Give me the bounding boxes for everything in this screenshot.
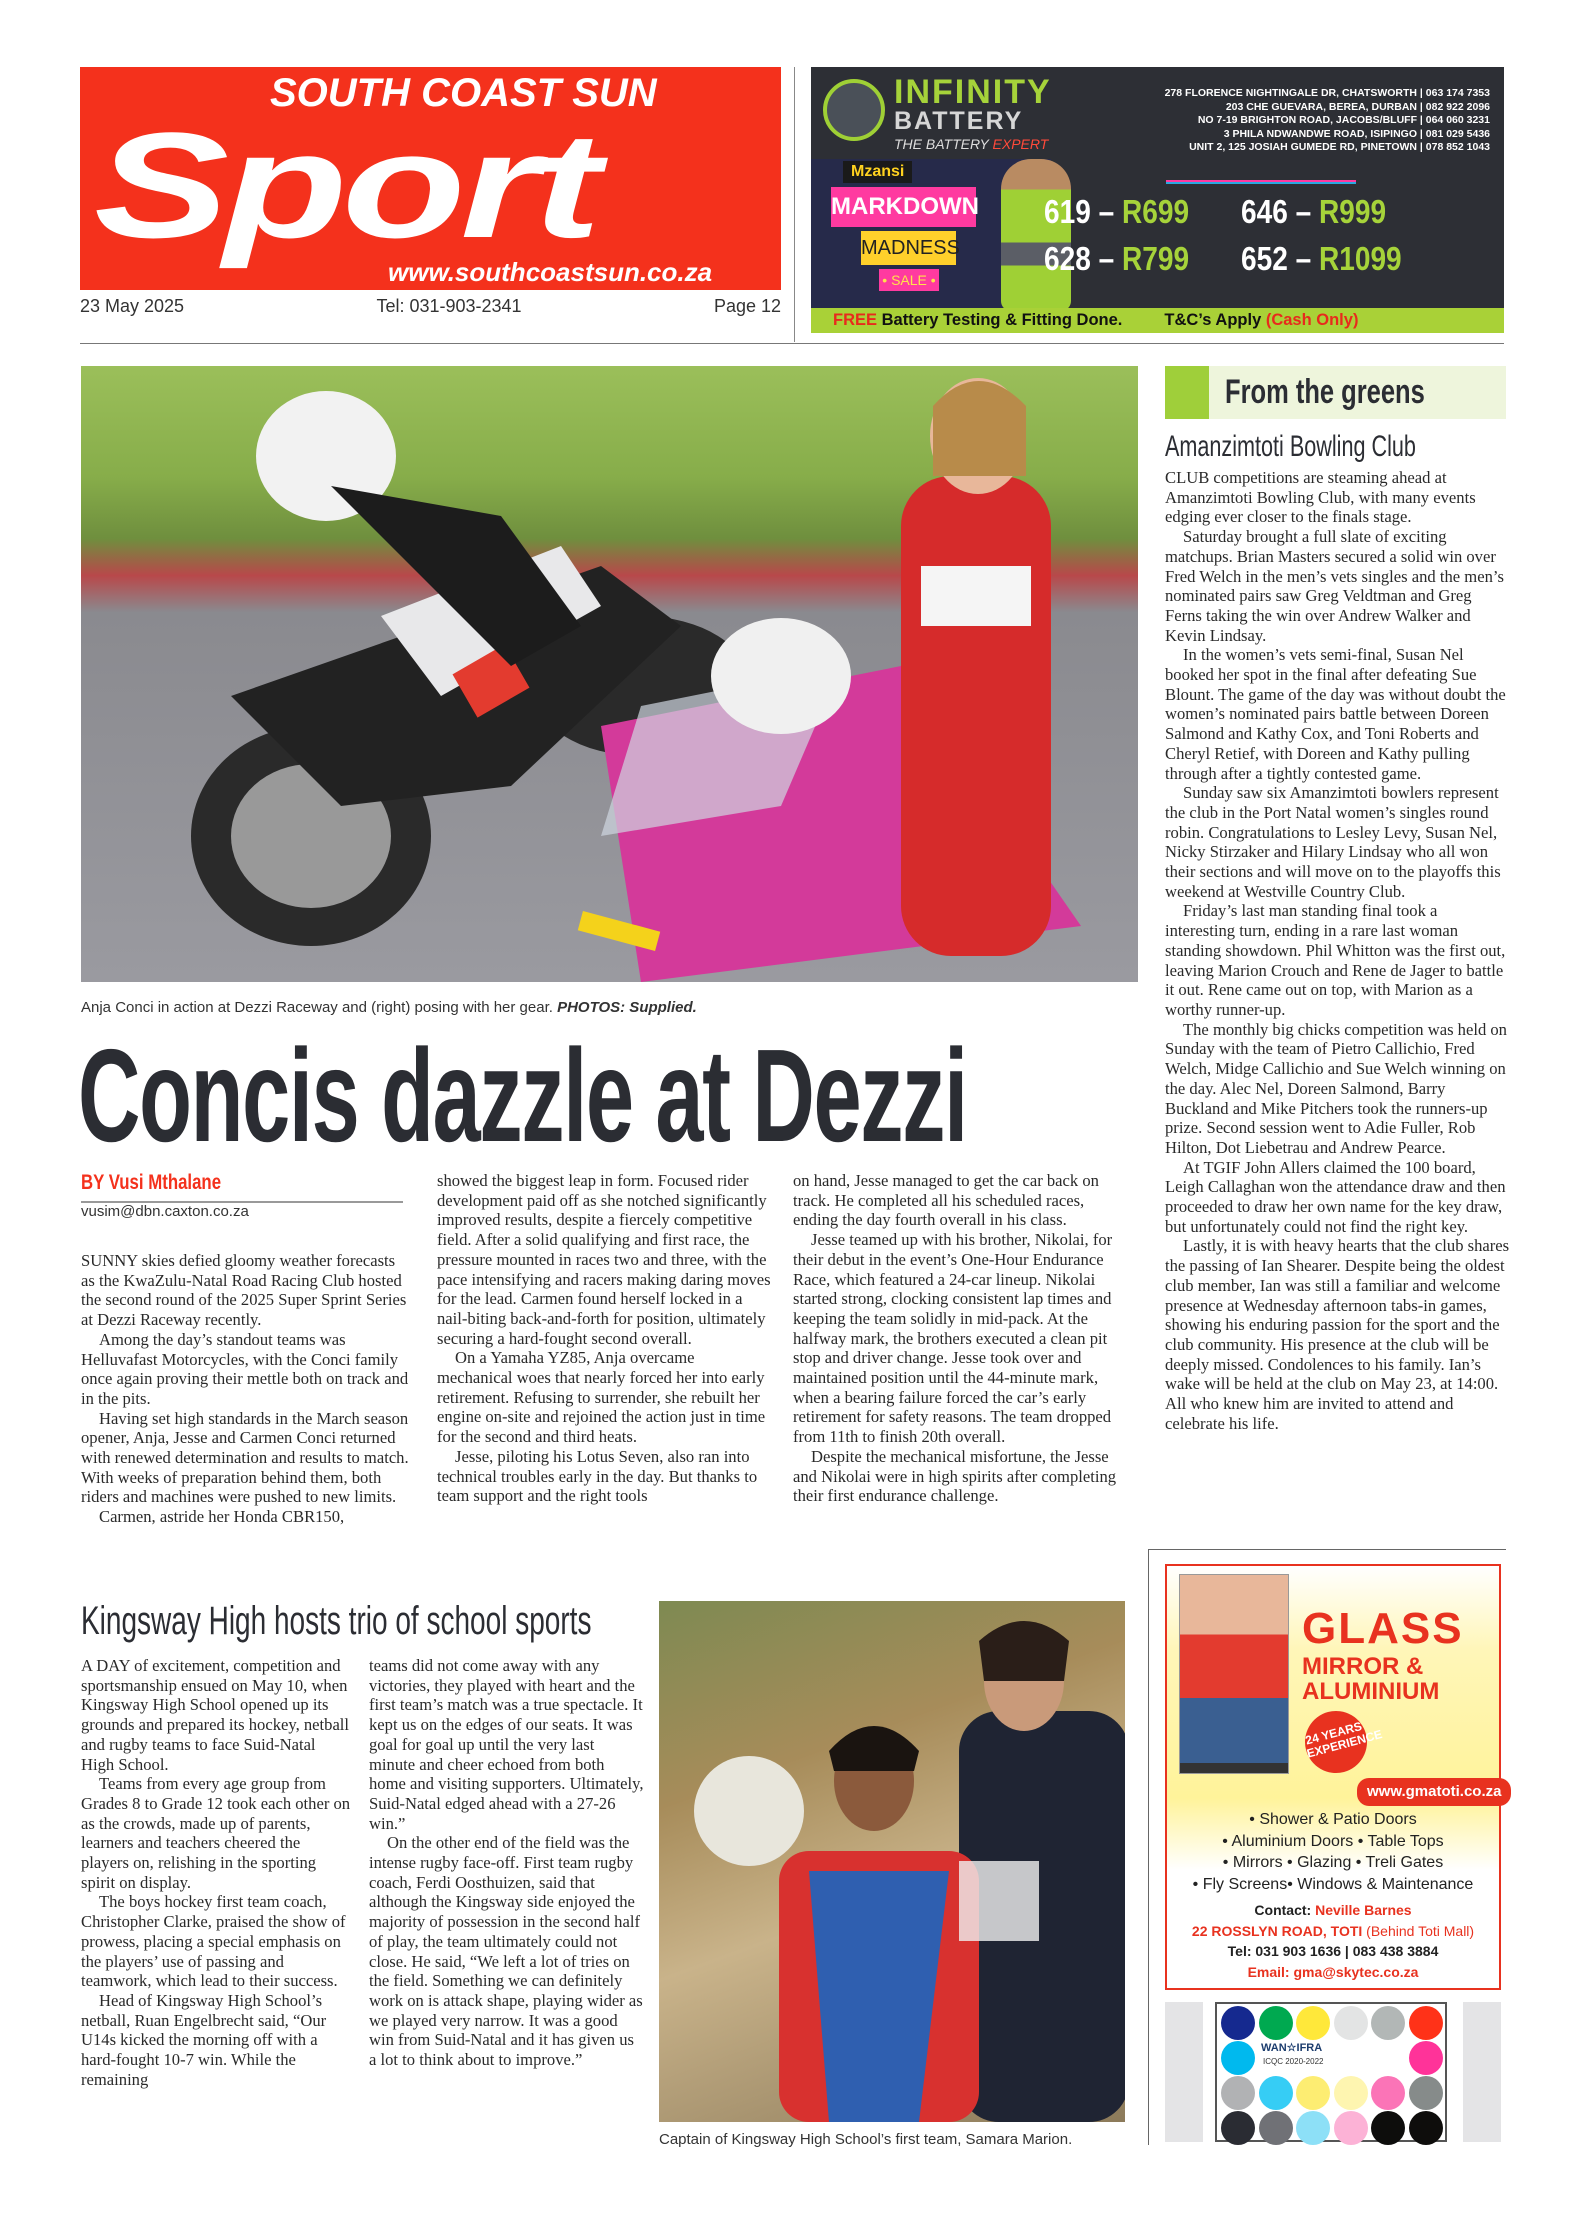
photo-credit: PHOTOS: Supplied.	[557, 999, 697, 1016]
services-list	[1167, 1809, 1499, 1895]
article-column-3	[793, 1171, 1129, 1506]
experience-badge: 24 YEARS EXPERIENCE	[1298, 1704, 1374, 1780]
motorcycle-illustration	[81, 366, 1138, 982]
greens-column	[1165, 468, 1510, 1433]
address-line: UNIT 2, 125 JOSIAH GUMEDE RD, PINETOWN | 078 852 1043	[1189, 141, 1490, 153]
service-item: • Aluminium Doors • Table Tops	[1222, 1832, 1444, 1850]
paragraph: teams did not come away with any victories, they played with heart and the first team’s match was a true spectacle. It kept us on the edges of our seats. It was goal for goal up until the very last minute and cheer echoed from both home and visiting supporters. Ultimately, Suid-Natal edged ahead with a 27-26 win.”	[369, 1656, 644, 1833]
kingsway-column-2	[369, 1656, 644, 2070]
service-item: • Shower & Patio Doors	[1249, 1811, 1417, 1828]
promo-sale: • SALE •	[879, 269, 939, 291]
superhero-mascot-icon	[1001, 159, 1071, 311]
paragraph: On a Yamaha YZ85, Anja overcame mechanical woes that nearly forced her into early retirement. Refusing to surrender, she rebuilt her engine on-site and rejoined the action just in time for the second and third heats.	[437, 1348, 766, 1447]
color-swatch	[1221, 2111, 1255, 2145]
glass-mirror-aluminium-ad[interactable]	[1165, 1564, 1501, 1990]
section-header-greens	[1165, 366, 1506, 419]
color-swatch	[1409, 2041, 1443, 2075]
color-swatch	[1221, 2041, 1255, 2075]
netball-players-illustration	[659, 1601, 1125, 2122]
paragraph: SUNNY skies defied gloomy weather forecasts as the KwaZulu-Natal Road Racing Club hosted the second round of the 2025 Super Sprint Series at Dezzi Raceway recently.	[81, 1251, 407, 1330]
author-name: BY Vusi Mthalane	[81, 1171, 222, 1194]
paragraph: Sunday saw six Amanzimtoti bowlers represent the club in the Port Natal women’s singles round robin. Congratulations to Lesley Levy, Susan Nel, Nicky Stirzaker and Hilary Lindsay who all won their sections and will move on to the playoffs this weekend at Westville Country Club.	[1165, 783, 1501, 901]
address-line: 203 CHE GUEVARA, BEREA, DURBAN | 082 922 2096	[1225, 100, 1490, 113]
color-swatch	[1259, 2111, 1293, 2145]
price-item	[1044, 242, 1189, 275]
ad-phone: Tel: 031 903 1636 | 083 438 3884	[1227, 1943, 1439, 1959]
color-swatch	[1334, 2111, 1368, 2145]
green-square-icon	[1165, 366, 1209, 419]
ad-website[interactable]: www.gmatoti.co.za	[1357, 1778, 1511, 1806]
tagline-part: THE BATTERY	[894, 136, 993, 152]
paragraph: Head of Kingsway High School’s netball, Ruan Engelbrecht said, “Our U14s kicked the morning off with a hard-fought 10-7 win. While the remaining	[81, 1990, 327, 2089]
battery-model: 628 –	[1044, 240, 1122, 277]
page-number: Page 12	[713, 296, 781, 316]
promo-markdown: MARKDOWN	[831, 187, 976, 227]
battery-price: R999	[1318, 193, 1387, 230]
paragraph: Jesse teamed up with his brother, Nikolai, for their debut in the event’s One-Hour Endurance Race, which featured a 24-car lineup. Nikolai started strong, clocking consistent lap times and keeping the team solidly in mid-pack. At the halfway mark, the brothers executed a clean pit stop and driver change. Jesse took over and maintained position until the 44-minute mark, when a bearing failure forced the car’s early retirement for safety reasons. The team dropped from 11th to finish 20th overall.	[793, 1230, 1113, 1447]
grey-strip	[1165, 2002, 1203, 2142]
decorative-stripe	[1166, 180, 1356, 184]
wan-ifra-logo: WAN☆IFRA	[1261, 2042, 1323, 2054]
battery-model: 619 –	[1044, 193, 1122, 230]
color-test-card	[1215, 2002, 1447, 2142]
color-swatch	[1259, 2076, 1293, 2110]
address-line: 278 FLORENCE NIGHTINGALE DR, CHATSWORTH | 063 174 7353	[1164, 87, 1490, 99]
color-swatch	[1296, 2111, 1330, 2145]
tagline-expert: EXPERT	[992, 136, 1049, 152]
phone-number: Tel: 031-903-2341	[376, 296, 522, 316]
racing-photo	[81, 366, 1138, 982]
article-column-1	[81, 1251, 411, 1527]
color-swatch	[1371, 2076, 1405, 2110]
paragraph: Teams from every age group from Grades 8 to Grade 12 took each other on as the crowds, made up of parents, learners and teachers cheered the players on, relishing in the sporting spirit on display.	[81, 1774, 351, 1892]
header-divider	[794, 67, 795, 342]
caption-text: Anja Conci in action at Dezzi Raceway and (right) posing with her gear.	[81, 999, 558, 1016]
paragraph: On the other end of the field was the intense rugby face-off. First team rugby coach, Ferdi Oosthuizen, said that although the Kingsway side enjoyed the majority of possession in the second half of play, the team ultimately could not close. He said, “We left a lot of tries on the field. Something we can definitely work on is attack shape, playing wider as we played very narrow. It was a good win from Suid-Natal and it has given us a lot to think about to improve.”	[369, 1833, 643, 2070]
color-swatch	[1371, 2006, 1405, 2040]
kingsway-photo-caption: Captain of Kingsway High School’s first team, Samara Marion.	[659, 2131, 1073, 2148]
color-swatch	[1259, 2006, 1293, 2040]
issue-date: 23 May 2025	[80, 296, 185, 316]
color-swatch	[1334, 2006, 1368, 2040]
paragraph: Saturday brought a full slate of exciting matchups. Brian Masters secured a solid win over Fred Welch in the men’s vets singles and the men’s nominated pairs saw Greg Veldtman and Greg Ferns taking the win over Andrew Walker and Kevin Lindsay.	[1165, 527, 1504, 645]
paragraph: The monthly big chicks competition was held on Sunday with the team of Pietro Callichio, Fred Welch, Midge Callichio and Sue Welch winning on the day. Alec Nel, Doreen Salmond, Barry Buckland and Mike Pitchers took the runners-up prize. Second session went to Adie Fuller, Rob Hilton, Dot Liebetrau and Andrew Pearce.	[1165, 1019, 1507, 1157]
website-url[interactable]: www.southcoastsun.co.za	[388, 257, 713, 287]
contact-name: Neville Barnes	[1315, 1902, 1412, 1918]
kingsway-column-1	[81, 1656, 351, 2089]
color-swatch	[1221, 2006, 1255, 2040]
ad-footer	[811, 308, 1504, 333]
color-swatch	[1296, 2006, 1330, 2040]
tc-text: T&C’s Apply	[1164, 311, 1266, 329]
color-swatch	[1221, 2076, 1255, 2110]
paragraph: A DAY of excitement, competition and sportsmanship ensued on May 10, when Kingsway High School opened up its grounds and prepared its hockey, netball and rugby teams to face Suid-Natal High School.	[81, 1656, 350, 1774]
color-swatch	[1409, 2006, 1443, 2040]
print-color-bar	[1165, 2002, 1501, 2142]
netball-photo	[659, 1601, 1125, 2122]
cash-only: (Cash Only)	[1265, 311, 1359, 329]
address-note: (Behind Toti Mall)	[1366, 1922, 1475, 1939]
dateline	[80, 296, 781, 317]
price-item	[1241, 242, 1402, 275]
paragraph: Having set high standards in the March season opener, Anja, Jesse and Carmen Conci returned with renewed determination and results to match. With weeks of preparation behind them, both riders and machines were pushed to new limits.	[81, 1408, 409, 1507]
paragraph: on hand, Jesse managed to get the car back on track. He completed all his scheduled races, ending the day fourth overall in his class.	[793, 1171, 1099, 1230]
promo-mzansi: Mzansi	[843, 161, 912, 183]
paragraph: Friday’s last man standing final took a interesting turn, ending in a rare last woman standing showdown. Phil Whitton was the first out, leaving Marion Crouch and Rene de Jager to battle it out. Rene came out on top, with Marion as a worthy runner-up.	[1165, 901, 1506, 1019]
main-headline: Concis dazzle at Dezzi	[78, 1022, 967, 1169]
ad-title: GLASS	[1302, 1604, 1464, 1653]
paragraph: Carmen, astride her Honda CBR150,	[99, 1507, 345, 1527]
paragraph: Jesse, piloting his Lotus Seven, also ran into technical troubles early in the day. But thanks to team support and the right tools	[437, 1446, 758, 1506]
free-label: FREE	[833, 311, 878, 329]
author-email[interactable]: vusim@dbn.caxton.co.za	[81, 1203, 249, 1220]
infinity-battery-ad[interactable]	[811, 67, 1504, 333]
photo-caption	[81, 999, 697, 1016]
color-swatch	[1371, 2111, 1405, 2145]
color-swatch	[1334, 2076, 1368, 2110]
address-line: NO 7-19 BRIGHTON ROAD, JACOBS/BLUFF | 064 060 3231	[1197, 114, 1490, 126]
column-rule-vertical	[1148, 1549, 1149, 2145]
service-item: • Fly Screens• Windows & Maintenance	[1192, 1875, 1474, 1893]
service-item: • Mirrors • Glazing • Treli Gates	[1222, 1854, 1444, 1871]
paragraph: Among the day’s standout teams was Helluvafast Motorcycles, with the Conci family once again proving their mettle both on track and in the pits.	[81, 1329, 409, 1408]
paragraph: In the women’s vets semi-final, Susan Nel booked her spot in the final after defeating Sue Blount. The game of the day was without doubt the women’s nominated pairs battle between Doreen Salmond and Kathy Cox, and Toni Roberts and Cheryl Retief, with Doreen and Kathy pulling through after a tightly contested game.	[1165, 645, 1506, 783]
ad-email[interactable]: Email: gma@skytec.co.za	[1247, 1963, 1419, 1980]
ad-subtitle	[1302, 1654, 1439, 1704]
column-rule	[1148, 1549, 1506, 1550]
grey-strip	[1463, 2002, 1501, 2142]
battery-price: R799	[1121, 240, 1190, 277]
brand-name-2: BATTERY	[894, 107, 1024, 135]
superhero-logo-icon	[823, 79, 885, 141]
address: 22 ROSSLYN ROAD, TOTI	[1191, 1922, 1367, 1939]
paragraph: The boys hockey first team coach, Christopher Clarke, praised the show of prowess, placing a special emphasis on the players’ use of passing and teamwork, which lead to their success.	[81, 1892, 346, 1991]
paragraph: showed the biggest leap in form. Focused rider development paid off as she notched significantly improved results, despite a fiercely competitive field. After a solid qualifying and first race, the pressure mounted in races two and three, with the pace intensifying and racers making daring moves for the lead. Carmen found herself locked in a nail-biting back-and-forth for position, ultimately securing a hard-fought second overall.	[437, 1171, 771, 1348]
header-rule	[80, 343, 1504, 344]
brand-tagline	[894, 137, 1048, 151]
price-item	[1241, 195, 1386, 228]
battery-model: 652 –	[1241, 240, 1319, 277]
color-swatch	[1296, 2076, 1330, 2110]
publication-name: SOUTH COAST SUN	[270, 71, 657, 115]
battery-price: R1099	[1318, 240, 1402, 277]
paragraph: Lastly, it is with heavy hearts that the club shares the passing of Ian Shearer. Despite being the oldest club member, Ian was still a familiar and welcome presence at Wednesday afternoon tabs-in games, showing his enduring passion for the sport and the club community. His presence at the club will be deeply missed. Condolences to his family. Ian’s wake will be held at the club on May 23, at 14:00. All who knew him are invited to attend and celebrate his life.	[1165, 1236, 1510, 1433]
caricature-man-icon	[1179, 1574, 1289, 1774]
section-title: From the greens	[1225, 373, 1425, 411]
masthead-logo	[80, 67, 781, 290]
brand-name: INFINITY	[894, 73, 1052, 111]
contact-label: Contact:	[1254, 1902, 1316, 1918]
address-line: 3 PHILA NDWANDWE ROAD, ISIPINGO | 081 029 5436	[1223, 127, 1490, 140]
subtitle-line: ALUMINIUM	[1302, 1678, 1440, 1706]
paragraph: At TGIF John Allers claimed the 100 board, Leigh Callaghan won the attendance draw and then proceeded to draw her own name for the key draw, but unfortunately could not find the right key.	[1165, 1157, 1506, 1236]
contact-block	[1167, 1900, 1499, 1982]
byline	[81, 1171, 403, 1203]
color-swatch	[1409, 2111, 1443, 2145]
icqc-label: ICQC 2020-2022	[1263, 2057, 1324, 2066]
store-addresses	[1165, 87, 1490, 155]
color-swatch	[1409, 2076, 1443, 2110]
promo-madness: MADNESS	[861, 231, 956, 265]
battery-price: R699	[1121, 193, 1190, 230]
section-name: Sport	[94, 101, 596, 269]
footer-text: Battery Testing & Fitting Done.	[877, 311, 1123, 329]
contact-line	[1167, 1900, 1499, 1921]
paragraph: CLUB competitions are steaming ahead at Amanzimtoti Bowling Club, with many events edging ever closer to the finals stage.	[1165, 468, 1476, 527]
battery-model: 646 –	[1241, 193, 1319, 230]
address-line	[1167, 1921, 1499, 1942]
article-column-2	[437, 1171, 773, 1506]
club-title: Amanzimtoti Bowling Club	[1165, 430, 1416, 463]
price-item	[1044, 195, 1189, 228]
paragraph: Despite the mechanical misfortune, the Jesse and Nikolai were in high spirits after completing their first endurance challenge.	[793, 1446, 1117, 1506]
subtitle-line: MIRROR &	[1302, 1653, 1424, 1680]
kingsway-headline: Kingsway High hosts trio of school sports	[81, 1599, 592, 1643]
